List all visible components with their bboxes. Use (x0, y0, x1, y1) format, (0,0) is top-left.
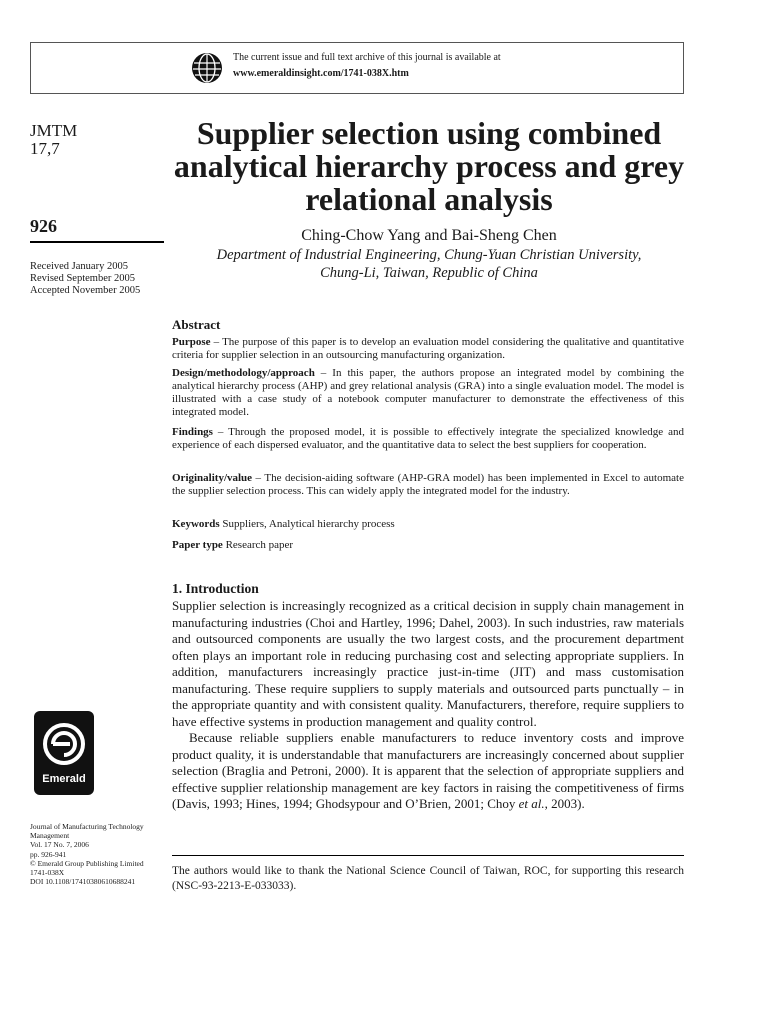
paper-authors: Ching-Chow Yang and Bai-Sheng Chen (301, 227, 557, 244)
emerald-logo-icon (40, 719, 88, 769)
journal-abbr: JMTM (30, 121, 78, 140)
intro-paragraph-1: Supplier selection is increasingly recognized as a critical decision in supply chain management in manufacturing industries (Choi and Hartley, 1996; Dahel, 2003). In such industries, raw materials and outsourced components are usually the two largest costs, and the procurement department often plays an important role in reducing purchasing cost and selecting appropriate suppliers. In addition, manufacturers increasingly practice just-in-time (JIT) and mass customisation manufacturing. These require suppliers to supply materials and outsourced parts punctually – in the appropriate quantity and with consistent quality. Manufacturers, therefore, require suppliers to have effective systems in production management and quality control. (172, 598, 684, 729)
originality-label: Originality/value (172, 472, 253, 484)
keywords-text: Suppliers, Analytical hierarchy process (219, 518, 395, 530)
notice-text: The current issue and full text archive of this journal is available at (233, 52, 501, 63)
citation-journal-cont: Management (30, 831, 70, 841)
affiliation-line-2: Chung-Li, Taiwan, Republic of China (320, 265, 538, 281)
revised-date: Revised September 2005 (30, 273, 135, 284)
citation-volume: Vol. 17 No. 7, 2006 (30, 840, 89, 850)
design-text: – In this paper, the authors propose an integrated model by combining the analytical hierarchy process (AHP) and grey relational analysis (GRA) into a single evaluation model. The model is illustrated with a case study of a notebook computer manufacturer to demonstrate the effectiveness of this integrated model. (172, 367, 684, 418)
papertype-text: Research paper (222, 539, 294, 551)
paper-title: Supplier selection using combined analytical hierarchy process and grey relational analysis (173, 115, 685, 217)
papertype-label: Paper type (172, 539, 223, 551)
emerald-logo-label: Emerald (42, 773, 86, 785)
journal-volume: 17,7 (30, 139, 60, 158)
purpose-text: – The purpose of this paper is to develop an evaluation model considering the qualitative and quantitative criteria for supplier selection in an outsourcing manufacturing organization. (172, 336, 684, 361)
abstract-design (172, 367, 684, 419)
originality-text: – The decision-aiding software (AHP-GRA model) has been implemented in Excel to automate the supplier selection process. This can widely apply the integrated model for the industry. (172, 472, 684, 497)
affiliation-line-1: Department of Industrial Engineering, Chung-Yuan Christian University, (216, 247, 642, 263)
design-label: Design/methodology/approach (172, 367, 315, 379)
page-number-rule (30, 241, 164, 243)
abstract-findings (172, 426, 684, 452)
intro-paragraph-2-etal: et al. (518, 796, 545, 811)
intro-heading: 1. Introduction (172, 581, 259, 596)
journal-notice-box (30, 42, 684, 94)
abstract-paper-type (172, 539, 684, 552)
page-number: 926 (30, 216, 57, 236)
abstract-keywords (172, 518, 684, 531)
intro-paragraph-2-text: Because reliable suppliers enable manufacturers to reduce inventory costs and improve product quality, it is understandable that manufacturers are increasingly concerned about supplier selection (Braglia and Petroni, 2000). It is apparent that the selection of appropriate suppliers and effective supplier relationship management are key factors in raising the competitiveness of firms (Davis, 1993; Hines, 1994; Ghodsypour and O’Brien, 2001; Choy (172, 730, 684, 811)
citation-doi: DOI 10.1108/17410380610688241 (30, 877, 136, 887)
footnote-rule (172, 855, 684, 856)
keywords-label: Keywords (172, 518, 220, 530)
findings-label: Findings (172, 426, 213, 438)
citation-block (30, 822, 170, 886)
purpose-label: Purpose (172, 336, 211, 348)
received-date: Received January 2005 (30, 261, 128, 272)
citation-copyright: © Emerald Group Publishing Limited (30, 858, 144, 868)
abstract-heading: Abstract (172, 317, 221, 332)
globe-icon (191, 52, 223, 84)
citation-pages: pp. 926-941 (30, 849, 67, 859)
author-affiliation (172, 246, 686, 282)
accepted-date: Accepted November 2005 (30, 285, 141, 296)
journal-volume-block (30, 122, 77, 158)
findings-text: – Through the proposed model, it is possible to effectively integrate the specialized knowledge and experience of each dispersed evaluator, and the quantitative data to select the best suppliers for cooperation. (172, 426, 684, 451)
submission-dates (30, 261, 140, 297)
intro-paragraph-2 (172, 730, 684, 813)
citation-issn: 1741-038X (30, 868, 65, 878)
acknowledgement-footnote: The authors would like to thank the National Science Council of Taiwan, ROC, for supporting this research (NSC-93-2213-E-033033). (172, 865, 684, 892)
journal-url-link[interactable]: www.emeraldinsight.com/1741-038X.htm (233, 68, 409, 79)
citation-journal: Journal of Manufacturing Technology (30, 822, 144, 831)
intro-paragraph-2-end: , 2003). (544, 796, 585, 811)
emerald-logo (34, 711, 94, 795)
intro-body (172, 598, 684, 813)
abstract-purpose (172, 336, 684, 362)
abstract-originality (172, 472, 684, 498)
